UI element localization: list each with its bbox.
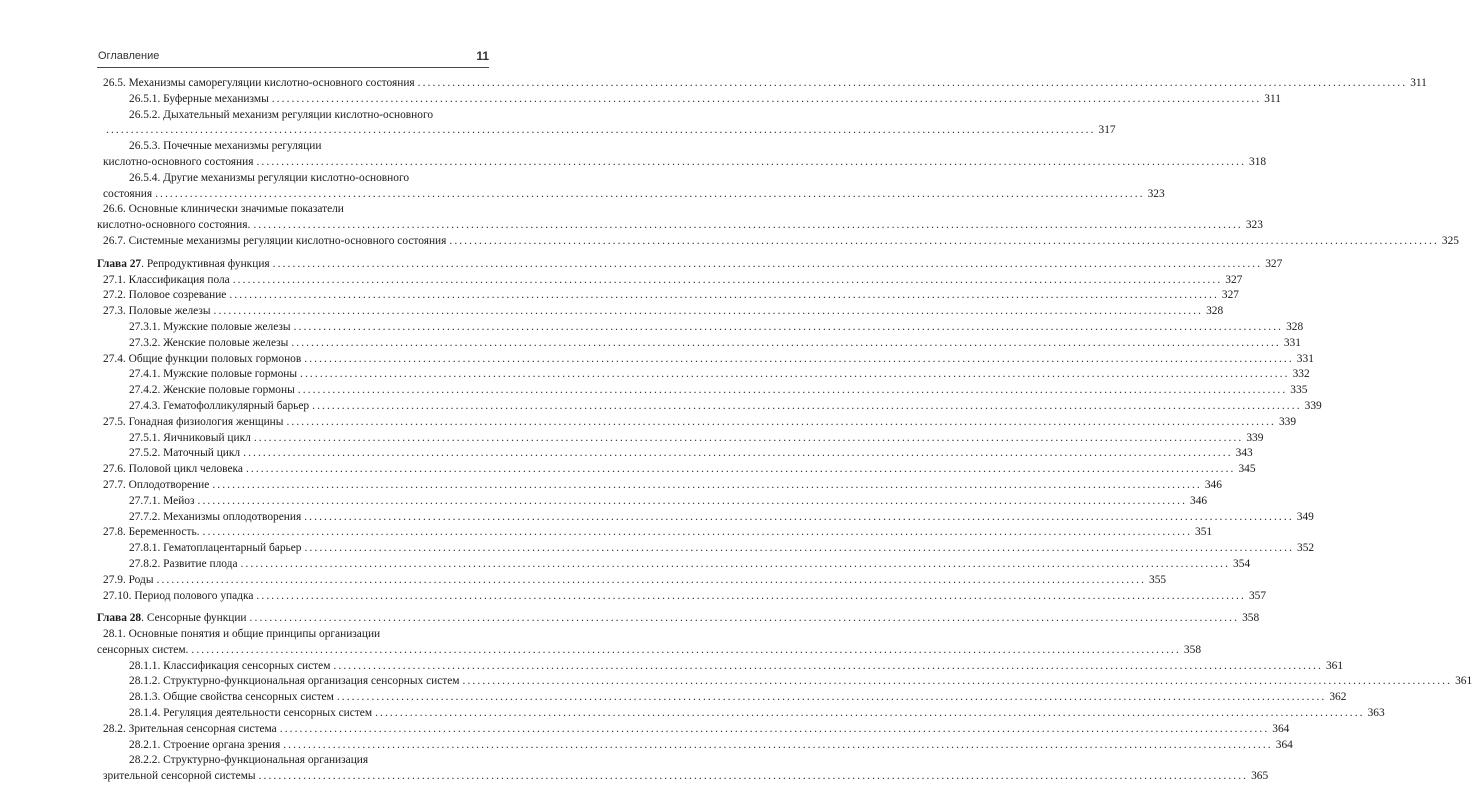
dot-leader: ........................................................................................................................................................................................................ — [240, 557, 1231, 570]
entry-text: 27.5. Гонадная физиология женщины — [103, 415, 284, 428]
entry-page-number: 318 — [1249, 155, 1267, 168]
dot-leader: ........................................................................................................................................................................................................ — [272, 257, 1263, 270]
entry-title — [103, 525, 200, 541]
entry-page-number: 331 — [1283, 336, 1301, 349]
entry-text: зрительной сенсорной системы — [103, 770, 256, 783]
dot-leader: ........................................................................................................................................................................................................ — [249, 612, 1240, 625]
entry-title — [103, 415, 283, 431]
entry-title — [129, 171, 409, 187]
toc-entry[interactable] — [97, 494, 1208, 510]
toc-entry[interactable] — [97, 288, 1239, 304]
toc-entry[interactable] — [97, 525, 1213, 541]
toc-entry[interactable] — [97, 383, 1308, 399]
dot-leader: ........................................................................................................................................................................................................ — [297, 384, 1288, 397]
entry-text: 28.1.1. Классификация сенсорных систем — [129, 659, 331, 672]
dot-leader: ........................................................................................................................................................................................................ — [258, 770, 1249, 783]
dot-leader: ........................................................................................................................................................................................................ — [245, 463, 1236, 476]
dot-leader: ........................................................................................................................................................................................................ — [304, 352, 1294, 365]
toc-line — [97, 352, 1314, 368]
entry-title — [129, 383, 295, 399]
entry-page-number: 339 — [1278, 415, 1297, 428]
dot-leader: ........................................................................................................................................................................................................ — [279, 722, 1270, 735]
entry-title — [129, 541, 302, 557]
dot-leader: ........................................................................................................................................................................................................ — [253, 219, 1243, 232]
entry-title — [129, 431, 251, 447]
entry-text: 27.3. Половые железы — [103, 305, 211, 318]
entry-page-number: 354 — [1233, 557, 1251, 570]
entry-page-number: 361 — [1455, 675, 1472, 688]
entry-page-number: 349 — [1296, 510, 1314, 523]
toc-entry[interactable] — [97, 557, 1251, 573]
entry-page-number: 323 — [1147, 187, 1165, 200]
dot-leader: ........................................................................................................................................................................................................ — [293, 320, 1284, 333]
toc-entry[interactable] — [97, 336, 1301, 352]
entry-title — [103, 288, 226, 304]
entry-text: 26.7. Системные механизмы регуляции кислотно-основного состояния — [103, 234, 447, 247]
toc-line — [97, 769, 1269, 785]
entry-page-number: 343 — [1235, 447, 1253, 460]
entry-text: кислотно-основного состояния — [103, 155, 254, 168]
toc-entry[interactable] — [97, 139, 1267, 171]
entry-page-number: 364 — [1275, 738, 1293, 751]
toc-entry[interactable] — [97, 462, 1256, 478]
toc-entry[interactable] — [97, 431, 1264, 447]
dot-leader: ........................................................................................................................................................................................................ — [462, 675, 1453, 688]
entry-title — [103, 627, 380, 643]
toc-line — [97, 336, 1301, 352]
chapter-label: Глава 28 — [97, 612, 142, 625]
dot-leader: ........................................................................................................................................................................................................ — [312, 399, 1302, 412]
toc-entry[interactable] — [97, 589, 1267, 605]
toc-entry[interactable] — [97, 722, 1290, 738]
entry-page-number: 352 — [1297, 542, 1315, 555]
entry-text: состояния — [103, 187, 153, 200]
toc-line — [97, 108, 489, 124]
toc-line — [97, 557, 1251, 573]
entry-title — [129, 139, 321, 155]
entry-page-number: 331 — [1296, 352, 1314, 365]
dot-leader: ........................................................................................................................................................................................................ — [375, 707, 1365, 720]
entry-text: 28.1.2. Структурно-функциональная организация сенсорных систем — [129, 675, 460, 688]
toc-line — [97, 399, 1322, 415]
toc-entry[interactable] — [97, 706, 1385, 722]
entry-text: 27.9. Роды — [103, 573, 154, 586]
entry-page-number: 323 — [1245, 219, 1263, 232]
entry-text: 26.5.1. Буферные механизмы — [129, 92, 269, 105]
dot-leader: ........................................................................................................................................................................................................ — [304, 542, 1295, 555]
toc-entry[interactable] — [97, 92, 1281, 108]
dot-leader: ........................................................................................................................................................................................................ — [253, 431, 1244, 444]
toc-line — [97, 273, 1243, 289]
dot-leader: ........................................................................................................................................................................................................ — [283, 738, 1273, 751]
table-of-contents — [97, 76, 1472, 785]
running-header — [97, 49, 489, 68]
entry-title — [129, 336, 288, 352]
entry-text: 26.5. Механизмы саморегуляции кислотно-основного состояния — [103, 77, 415, 89]
entry-text: 27.4.2. Женские половые гормоны — [129, 384, 295, 397]
toc-line — [97, 510, 1314, 526]
entry-page-number: 361 — [1325, 659, 1344, 672]
entry-text: 27.4.3. Гематофолликулярный барьер — [129, 399, 310, 412]
toc-line — [97, 367, 1310, 383]
toc-entry[interactable] — [97, 234, 1459, 250]
chapter-label: Глава 27 — [97, 257, 142, 270]
entry-title — [129, 706, 372, 722]
entry-title — [97, 611, 247, 627]
entry-text: 28.1. Основные понятия и общие принципы организации — [103, 628, 381, 641]
toc-entry[interactable] — [97, 304, 1224, 320]
toc-entry[interactable] — [97, 202, 1263, 234]
toc-line — [97, 659, 1344, 675]
entry-title — [103, 573, 154, 589]
entry-page-number: 363 — [1367, 707, 1385, 720]
entry-text: 28.1.3. Общие свойства сенсорных систем — [129, 691, 334, 704]
toc-chapter[interactable] — [97, 257, 1283, 273]
toc-line — [97, 690, 1347, 706]
entry-title — [97, 218, 250, 234]
dot-leader: ........................................................................................................................................................................................................ — [271, 92, 1262, 105]
entry-text: 26.5.3. Почечные механизмы регуляции — [129, 140, 322, 153]
toc-line — [97, 234, 1459, 250]
entry-title — [103, 352, 301, 368]
toc-chapter[interactable] — [97, 611, 1260, 627]
entry-text: 27.4.1. Мужские половые гормоны — [129, 368, 298, 381]
entry-title — [129, 659, 330, 675]
toc-entry[interactable] — [97, 399, 1322, 415]
dot-leader: ........................................................................................................................................................................................................ — [232, 273, 1223, 286]
dot-leader: ........................................................................................................................................................................................................ — [300, 368, 1290, 381]
toc-entry[interactable] — [97, 171, 1165, 203]
entry-title — [103, 304, 211, 320]
entry-title — [129, 367, 297, 383]
toc-entry[interactable] — [97, 573, 1167, 589]
toc-line — [97, 722, 1290, 738]
entry-text: 27.3.2. Женские половые железы — [129, 336, 289, 349]
entry-page-number: 358 — [1183, 643, 1202, 656]
entry-title — [103, 589, 253, 605]
dot-leader: ........................................................................................................................................................................................................ — [155, 187, 1145, 200]
toc-line — [97, 92, 1281, 108]
toc-line — [97, 171, 489, 187]
entry-page-number: 328 — [1286, 320, 1304, 333]
entry-page-number: 362 — [1329, 691, 1347, 704]
dot-leader: ........................................................................................................................................................................................................ — [156, 573, 1147, 586]
toc-entry[interactable] — [97, 478, 1222, 494]
entry-text: 27.8.1. Гематоплацентарный барьер — [129, 542, 302, 555]
entry-text: 27.5.1. Яичниковый цикл — [129, 431, 251, 444]
entry-title — [103, 155, 253, 171]
entry-title — [97, 257, 270, 273]
toc-entry[interactable] — [97, 108, 1116, 140]
entry-page-number: 311 — [1410, 77, 1427, 89]
toc-entry[interactable] — [97, 76, 1427, 92]
entry-title — [129, 108, 433, 124]
entry-page-number: 325 — [1441, 234, 1459, 247]
toc-line — [97, 304, 1224, 320]
entry-text: . Репродуктивная функция — [141, 257, 270, 270]
dot-leader: ........................................................................................................................................................................................................ — [417, 77, 1408, 89]
entry-text: сенсорных систем. — [97, 643, 189, 656]
entry-text: 28.2. Зрительная сенсорная система — [103, 722, 277, 735]
toc-line — [97, 446, 1253, 462]
toc-line — [97, 589, 1267, 605]
toc-line — [97, 257, 1283, 273]
toc-line — [97, 706, 1385, 722]
toc-line — [97, 288, 1239, 304]
entry-page-number: 317 — [1098, 124, 1116, 137]
entry-page-number: 335 — [1290, 384, 1308, 397]
toc-entry[interactable] — [97, 674, 1472, 690]
toc-entry[interactable] — [97, 659, 1344, 675]
entry-title — [129, 738, 280, 754]
entry-page-number: 365 — [1251, 770, 1269, 783]
entry-title — [103, 202, 344, 218]
entry-title — [103, 722, 277, 738]
toc-line — [97, 383, 1308, 399]
dot-leader: ........................................................................................................................................................................................................ — [191, 643, 1181, 656]
toc-line — [97, 76, 1427, 92]
toc-line — [97, 415, 1297, 431]
toc-line — [97, 462, 1256, 478]
entry-page-number: 357 — [1248, 589, 1267, 602]
entry-page-number: 346 — [1190, 494, 1208, 507]
toc-line — [97, 320, 1304, 336]
toc-line — [97, 202, 489, 218]
entry-page-number: 364 — [1272, 722, 1290, 735]
entry-title — [129, 510, 301, 526]
entry-page-number: 351 — [1195, 526, 1213, 539]
entry-text: 27.7.2. Механизмы оплодотворения — [129, 510, 302, 523]
entry-text: 27.1. Классификация пола — [103, 273, 230, 286]
entry-title — [129, 557, 238, 573]
toc-entry[interactable] — [97, 690, 1347, 706]
toc-line — [97, 753, 489, 769]
dot-leader: ........................................................................................................................................................................................................ — [256, 589, 1246, 602]
dot-leader: ........................................................................................................................................................................................................ — [197, 494, 1188, 507]
toc-line — [97, 541, 1315, 557]
entry-title — [103, 76, 415, 92]
entry-page-number: 346 — [1204, 478, 1222, 491]
entry-page-number: 311 — [1264, 92, 1281, 105]
dot-leader: ........................................................................................................................................................................................................ — [291, 336, 1281, 349]
entry-title — [103, 234, 446, 250]
entry-text: 27.6. Половой цикл человека — [103, 463, 243, 476]
entry-text: 28.2.2. Структурно-функциональная организация — [129, 754, 369, 767]
toc-line — [97, 155, 1267, 171]
entry-text: 27.7.1. Мейоз — [129, 494, 195, 507]
entry-page-number: 332 — [1292, 368, 1310, 381]
dot-leader: ........................................................................................................................................................................................................ — [106, 124, 1096, 137]
toc-line — [97, 123, 1116, 139]
entry-title — [103, 462, 243, 478]
entry-page-number: 358 — [1242, 612, 1260, 625]
entry-title — [129, 690, 334, 706]
entry-text: 27.3.1. Мужские половые железы — [129, 320, 291, 333]
entry-text: 27.10. Период полового упадка — [103, 589, 254, 602]
toc-line — [97, 218, 1263, 234]
dot-leader: ........................................................................................................................................................................................................ — [333, 659, 1323, 672]
entry-text: 26.5.2. Дыхательный механизм регуляции кислотно-основного — [129, 108, 434, 121]
entry-text: 26.6. Основные клинически значимые показатели — [103, 203, 344, 216]
toc-line — [97, 674, 1472, 690]
entry-text: 26.5.4. Другие механизмы регуляции кислотно-основного — [129, 171, 410, 184]
entry-text: 27.2. Половое созревание — [103, 289, 227, 302]
entry-page-number: 328 — [1206, 305, 1224, 318]
section-title: Оглавление — [98, 50, 160, 62]
entry-title — [129, 674, 460, 690]
dot-leader: ........................................................................................................................................................................................................ — [449, 234, 1439, 247]
toc-line — [97, 525, 1213, 541]
entry-title — [129, 320, 291, 336]
toc-entry[interactable] — [97, 273, 1243, 289]
entry-text: кислотно-основного состояния. — [97, 219, 251, 232]
toc-entry[interactable] — [97, 753, 1269, 785]
entry-text: . Сенсорные функции — [141, 612, 247, 625]
entry-text: 28.2.1. Строение органа зрения — [129, 738, 281, 751]
entry-title — [129, 92, 269, 108]
entry-title — [103, 187, 152, 203]
page-number: 11 — [476, 49, 489, 63]
toc-line — [97, 431, 1264, 447]
entry-title — [103, 273, 230, 289]
entry-page-number: 355 — [1149, 573, 1167, 586]
entry-title — [97, 643, 188, 659]
entry-title — [103, 478, 209, 494]
toc-line — [97, 738, 1293, 754]
toc-entry[interactable] — [97, 415, 1297, 431]
toc-entry[interactable] — [97, 510, 1314, 526]
entry-page-number: 327 — [1265, 257, 1283, 270]
toc-entry[interactable] — [97, 627, 1202, 659]
entry-text: 27.8.2. Развитие плода — [129, 557, 238, 570]
entry-text: 27.7. Оплодотворение — [103, 478, 210, 491]
toc-entry[interactable] — [97, 352, 1314, 368]
dot-leader: ........................................................................................................................................................................................................ — [202, 526, 1193, 539]
entry-text: 27.8. Беременность. — [103, 526, 200, 539]
entry-page-number: 327 — [1225, 273, 1243, 286]
toc-line — [97, 187, 1165, 203]
dot-leader: ........................................................................................................................................................................................................ — [336, 691, 1327, 704]
entry-title — [129, 399, 309, 415]
entry-title — [129, 753, 368, 769]
entry-page-number: 339 — [1304, 399, 1322, 412]
entry-title — [103, 769, 256, 785]
toc-line — [97, 478, 1222, 494]
entry-title — [129, 446, 240, 462]
entry-text: 27.4. Общие функции половых гормонов — [103, 352, 302, 365]
toc-line — [97, 573, 1167, 589]
dot-leader: ........................................................................................................................................................................................................ — [229, 289, 1219, 302]
toc-entry[interactable] — [97, 367, 1310, 383]
toc-entry[interactable] — [97, 446, 1253, 462]
entry-page-number: 345 — [1238, 463, 1256, 476]
entry-title — [129, 494, 195, 510]
dot-leader: ........................................................................................................................................................................................................ — [243, 447, 1233, 460]
dot-leader: ........................................................................................................................................................................................................ — [286, 415, 1276, 428]
toc-line — [97, 611, 1260, 627]
dot-leader: ........................................................................................................................................................................................................ — [304, 510, 1294, 523]
entry-text: 28.1.4. Регуляция деятельности сенсорных систем — [129, 707, 373, 720]
entry-text: 27.5.2. Маточный цикл — [129, 447, 241, 460]
toc-entry[interactable] — [97, 738, 1293, 754]
toc-line — [97, 494, 1208, 510]
toc-line — [97, 643, 1202, 659]
toc-entry[interactable] — [97, 541, 1315, 557]
dot-leader: ........................................................................................................................................................................................................ — [212, 478, 1202, 491]
toc-entry[interactable] — [97, 320, 1304, 336]
dot-leader: ........................................................................................................................................................................................................ — [256, 155, 1247, 168]
entry-page-number: 339 — [1246, 431, 1264, 444]
dot-leader: ........................................................................................................................................................................................................ — [213, 305, 1204, 318]
toc-line — [97, 139, 489, 155]
toc-line — [97, 627, 489, 643]
entry-page-number: 327 — [1221, 289, 1239, 302]
